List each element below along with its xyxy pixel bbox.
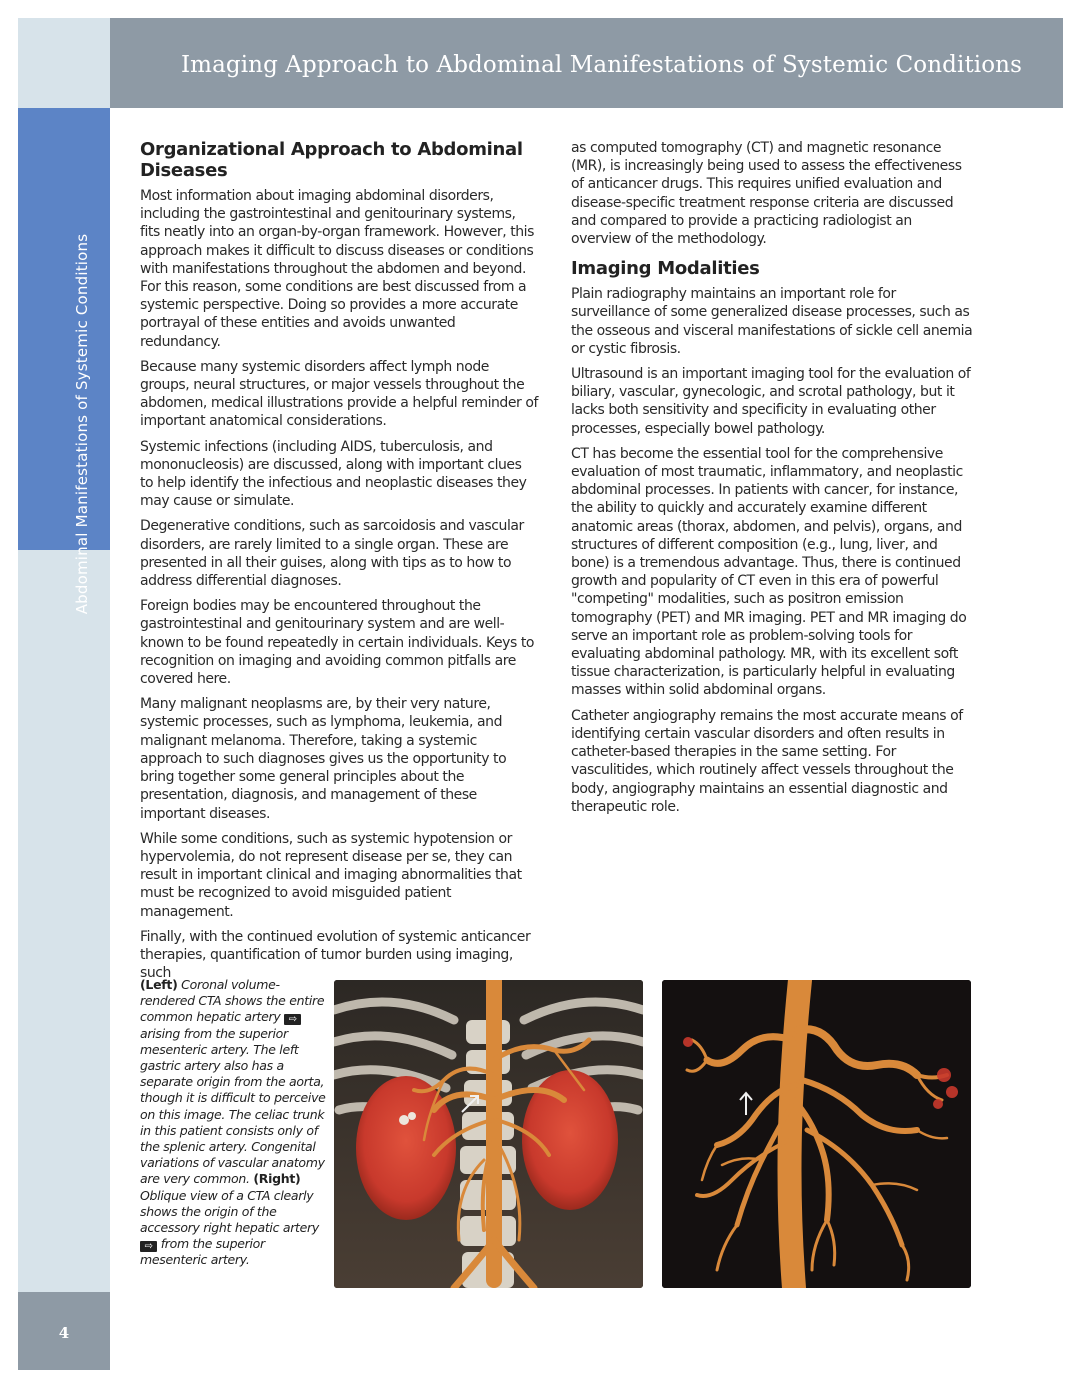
figure-caption [140, 977, 332, 1269]
left-column [140, 139, 538, 989]
right-column [571, 139, 973, 823]
oblique-cta-image [662, 980, 971, 1288]
paragraph-continuation: as computed tomography (CT) and magnetic resonance (MR), is increasingly being used to assess the effectiveness of anticancer drugs. This requires unified evaluation and disease-specific treatment response criteria are discussed and compared to provide a practicing radiologist an overview of the methodology. [571, 140, 962, 248]
page-title: Imaging Approach to Abdominal Manifestations of Systemic Conditions [180, 52, 1023, 78]
sidebar-section-tab [18, 108, 110, 615]
paragraph: Plain radiography maintains an important role for surveillance of some generalized disease processes, such as the osseous and visceral manifestations of sickle cell anemia or cystic fibrosis. [571, 286, 973, 357]
sidebar-section-title: Abdominal Manifestations of Systemic Conditions [73, 233, 91, 615]
paragraph: Many malignant neoplasms are, by their very nature, systemic processes, such as lymphoma, leukemia, and malignant melanoma. Therefore, taking a systemic approach to such diagnoses gives us the opportunity to bring together some general principles about the presentation, diagnosis, and management of these important diseases. [140, 696, 507, 822]
caption-text: Oblique view of a CTA clearly shows the origin of the accessory right hepatic artery [140, 1187, 319, 1236]
caption-text: from the superior mesenteric artery. [140, 1236, 265, 1268]
paragraph: Because many systemic disorders affect lymph node groups, neural structures, or major vessels throughout the abdomen, medical illustrations provide a helpful reminder of important anatomical considerations. [140, 358, 538, 430]
paragraph: Finally, with the continued evolution of systemic anticancer therapies, quantification of tumor burden using imaging, such [140, 928, 531, 982]
paragraph: Ultrasound is an important imaging tool for the evaluation of biliary, vascular, gynecologic, and scrotal pathology, but it lacks both sensitivity and specificity in evaluating other processes, especially bowel pathology. [571, 366, 971, 437]
paragraph: Foreign bodies may be encountered throughout the gastrointestinal and genitourinary system and are well-known to be found repeatedly in certain individuals. Keys to recognition on imaging and avoiding common pitfalls are covered here. [140, 598, 534, 688]
caption-label-left: (Left) [140, 977, 178, 992]
caption-text: Coronal volume-rendered CTA shows the entire common hepatic artery [140, 977, 325, 1025]
caption-text: arising from the superior mesenteric artery. The left gastric artery also has a separate origin from the aorta, though it is difficult to perceive on this image. The celiac trunk in this patient consists only of the splenic artery. Congenital variations of vascular anatomy are very common. [140, 1025, 326, 1187]
figure-right-oblique-cta [662, 980, 971, 1288]
paragraph: CT has become the essential tool for the comprehensive evaluation of most traumatic, inflammatory, and neoplastic abdominal processes. In patients with cancer, for instance, the ability to quickly and accurately examine different anatomic areas (thorax, abdomen, and pelvis), organs, and structures of different composition (e.g., lung, liver, and bone) is a tremendous advantage. Thus, there is continued growth and popularity of CT even in this era of powerful "competing" modalities, such as positron emission tomography (PET) and MR imaging. PET and MR imaging do serve an important role as problem-solving tools for evaluating abdominal pathology. MR, with its excellent soft tissue characterization, is particularly helpful in evaluating masses within solid abdominal organs. [571, 445, 967, 699]
section-heading-organizational: Organizational Approach to Abdominal Diseases [140, 139, 523, 181]
section-heading-imaging-modalities: Imaging Modalities [571, 258, 760, 280]
header-bar [110, 18, 1063, 108]
page-number-box [18, 1292, 110, 1370]
figure-left-coronal-cta [334, 980, 643, 1288]
header-corner-block [18, 18, 110, 108]
page-number: 4 [58, 1324, 70, 1342]
arrow-icon: ⇨ [284, 1014, 301, 1025]
paragraph: While some conditions, such as systemic hypotension or hypervolemia, do not represent disease per se, they can result in important clinical and imaging abnormalities that must be recognized to avoid misguided patient management. [140, 830, 522, 920]
paragraph: Most information about imaging abdominal disorders, including the gastrointestinal and genitourinary systems, fits neatly into an organ-by-organ framework. However, this approach makes it difficult to discuss diseases or conditions with manifestations throughout the abdomen and beyond. For this reason, some conditions are best discussed from a systemic perspective. Doing so provides a more accurate portrayal of these entities and avoids unwanted redundancy. [140, 188, 534, 350]
caption-label-right: (Right) [253, 1171, 301, 1187]
paragraph: Catheter angiography remains the most accurate means of identifying certain vascular disorders and often results in catheter-based therapies in the same setting. For vasculitides, which routinely affect vessels throughout the body, angiography maintains an essential diagnostic and therapeutic role. [571, 707, 963, 815]
coronal-cta-image [334, 980, 643, 1288]
paragraph: Systemic infections (including AIDS, tuberculosis, and mononucleosis) are discussed, along with important clues to help identify the infectious and neoplastic diseases they may cause or simulate. [140, 438, 527, 510]
arrow-icon: ⇨ [140, 1241, 157, 1252]
paragraph: Degenerative conditions, such as sarcoidosis and vascular disorders, are rarely limited to a single organ. These are presented in all their guises, along with tips as to how to address differential diagnoses. [140, 518, 524, 590]
